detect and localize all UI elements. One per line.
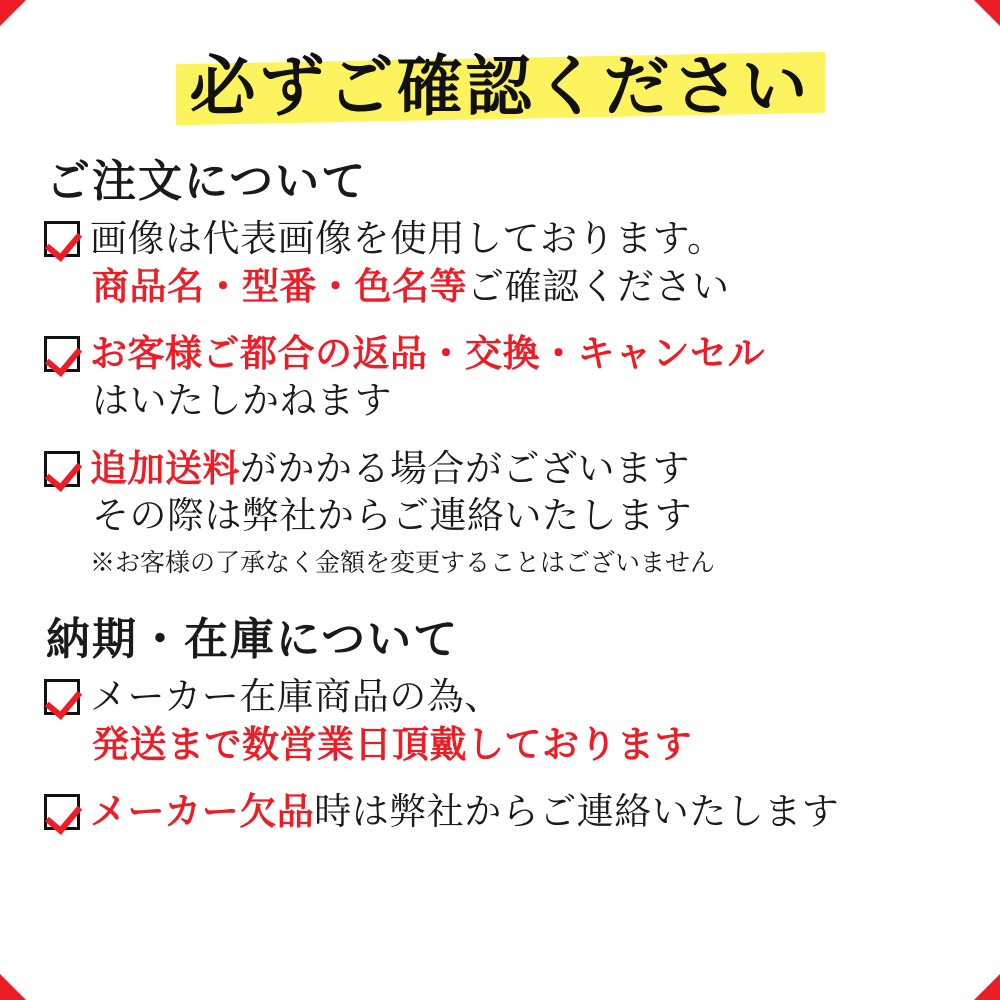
corner-accent-top-right — [974, 0, 1000, 26]
list-item-line — [90, 445, 960, 492]
list-item-lines — [90, 330, 960, 425]
list-item-lines — [90, 788, 960, 835]
list-item — [44, 215, 960, 310]
check-icon — [44, 679, 80, 715]
headline-banner — [40, 48, 960, 127]
emphasis-text: 追加送料 — [90, 445, 240, 490]
check-icon — [44, 336, 80, 372]
list-item-line: メーカー在庫商品の為、 — [90, 675, 502, 719]
emphasis-text: 商品名・型番・色名等 — [92, 263, 467, 308]
list-item-lines — [90, 673, 960, 768]
check-icon — [44, 451, 80, 487]
list-item-lines — [90, 445, 960, 580]
headline-text: 必ずご確認ください — [189, 47, 811, 125]
list-item-line-tail: 時は弊社からご連絡いたします — [314, 790, 840, 834]
corner-accent-bottom-right — [974, 974, 1000, 1000]
corner-accent-top-left — [0, 0, 26, 26]
list-item-line-tail: ご確認ください — [467, 264, 730, 308]
list-item — [44, 330, 960, 425]
list-item-line: はいたしかねます — [92, 379, 392, 423]
section-title-orders: ご注文について — [46, 156, 368, 208]
list-item-line: お客様ご都合の返品・交換・キャンセル — [90, 331, 765, 376]
emphasis-text: メーカー欠品 — [90, 789, 315, 834]
list-item-line-tail: がかかる場合がございます — [240, 446, 690, 490]
list-item-line — [90, 263, 960, 310]
list-item-lines — [90, 215, 960, 310]
list-item-line: 発送まで数営業日頂戴しております — [92, 721, 692, 766]
check-icon — [44, 794, 80, 830]
list-item — [44, 445, 960, 580]
list-item-line: その際は弊社からご連絡いたします — [92, 494, 692, 538]
check-icon — [44, 221, 80, 257]
list-item-note: ※お客様の了承なく金額を変更することはございません — [90, 548, 716, 578]
list-item-line: 画像は代表画像を使用しております。 — [90, 217, 725, 261]
list-item — [44, 673, 960, 768]
list-item-line — [90, 788, 960, 835]
headline — [176, 48, 825, 127]
section-title-delivery: 納期・在庫について — [46, 614, 460, 666]
corner-accent-bottom-left — [0, 974, 26, 1000]
list-item — [44, 788, 960, 835]
